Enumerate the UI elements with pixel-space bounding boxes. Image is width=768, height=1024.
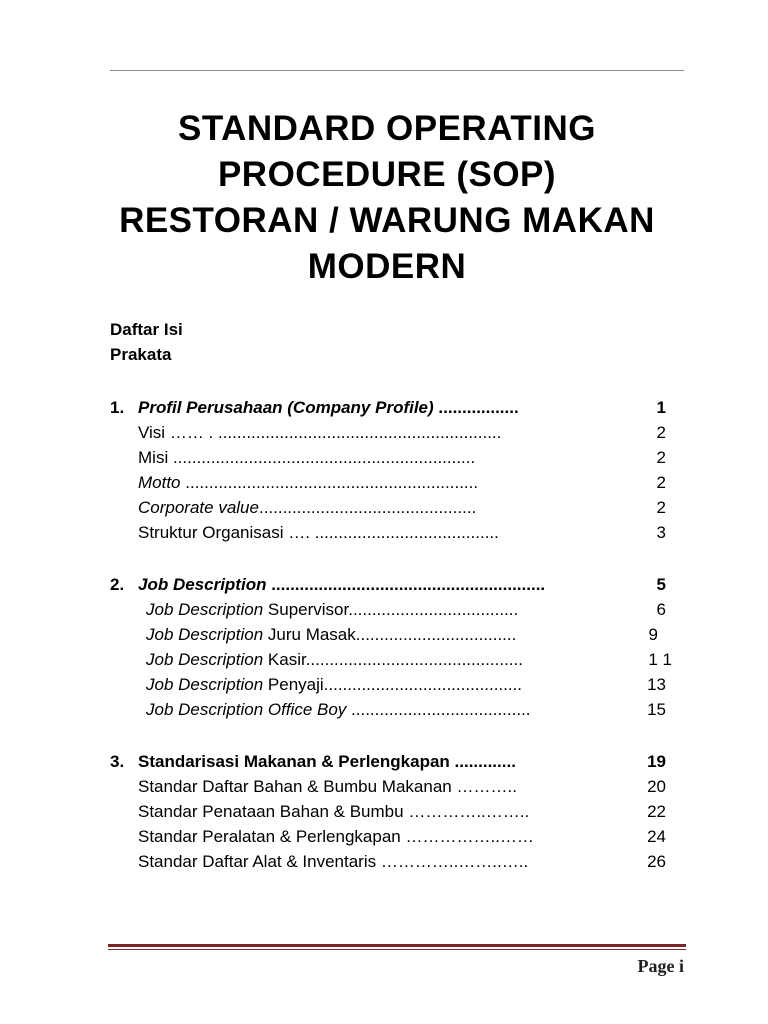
toc-item-corporate-value[interactable] bbox=[110, 496, 666, 520]
item-text: Kasir bbox=[263, 650, 306, 669]
leader-dots: …………..…….. bbox=[403, 802, 530, 821]
item-italic: Job Description bbox=[146, 600, 264, 619]
page-number: 1 bbox=[656, 398, 666, 417]
leader-dots: ……….. bbox=[451, 777, 517, 796]
leader-dots: .................................. bbox=[355, 625, 517, 644]
page-label: Page i bbox=[637, 956, 684, 976]
title-line-1: STANDARD OPERATING bbox=[178, 109, 596, 148]
leader-dots: ……………..…… bbox=[400, 827, 534, 846]
leader-dots: .............................................................. bbox=[180, 473, 479, 492]
page-number: 2 bbox=[656, 423, 666, 442]
leader-dots: .......................................... bbox=[323, 675, 523, 694]
item-italic: Corporate value bbox=[138, 498, 259, 517]
toc-section-1[interactable] bbox=[110, 396, 666, 420]
page-number: 9 bbox=[648, 625, 658, 644]
item-text: Standar Daftar Bahan & Bumbu Makanan bbox=[138, 777, 452, 796]
toc-item-inventaris[interactable] bbox=[110, 850, 666, 874]
item-italic: Motto bbox=[138, 473, 181, 492]
page-number: 1 1 bbox=[648, 650, 672, 669]
toc-item-motto[interactable] bbox=[110, 471, 666, 495]
daftar-isi-label[interactable]: Daftar Isi bbox=[110, 320, 183, 339]
page-number: 6 bbox=[656, 600, 666, 619]
page-number: 2 bbox=[656, 448, 666, 467]
section-title: Profil Perusahaan (Company Profile) bbox=[138, 398, 434, 417]
page-number: 19 bbox=[647, 752, 666, 771]
section-number: 3. bbox=[110, 752, 125, 771]
section-number: 2. bbox=[110, 575, 125, 594]
item-text: Standar Daftar Alat & Inventaris bbox=[138, 852, 377, 871]
page-number: 22 bbox=[647, 802, 666, 821]
toc-item-peralatan[interactable] bbox=[110, 825, 666, 849]
toc-item-jd-juru-masak[interactable] bbox=[110, 623, 666, 647]
leader-dots: .................................... bbox=[348, 600, 519, 619]
item-italic: Job Description bbox=[146, 625, 264, 644]
leader-dots: ............. bbox=[449, 752, 516, 771]
toc-section-3[interactable] bbox=[110, 750, 666, 774]
leader-dots: …… . ............................................................ bbox=[165, 423, 502, 442]
page-number: 20 bbox=[647, 777, 666, 796]
toc-item-jd-supervisor[interactable] bbox=[110, 598, 666, 622]
page-number: 24 bbox=[647, 827, 666, 846]
page-number: 2 bbox=[656, 473, 666, 492]
top-rule bbox=[110, 70, 684, 71]
item-text: Struktur Organisasi bbox=[138, 523, 284, 542]
leader-dots: …. ....................................... bbox=[283, 523, 499, 542]
footer-rule-thin bbox=[108, 949, 686, 950]
toc-item-misi[interactable] bbox=[110, 446, 666, 470]
toc-item-penataan-bahan[interactable] bbox=[110, 800, 666, 824]
footer-rule bbox=[108, 944, 686, 947]
toc-item-daftar-bahan[interactable] bbox=[110, 775, 666, 799]
item-text: Standar Penataan Bahan & Bumbu bbox=[138, 802, 404, 821]
toc-item-jd-penyaji[interactable] bbox=[110, 673, 666, 697]
page-number: 2 bbox=[656, 498, 666, 517]
toc-item-jd-kasir[interactable] bbox=[110, 648, 672, 672]
item-text: Juru Masak bbox=[263, 625, 356, 644]
title-line-3: RESTORAN / WARUNG MAKAN bbox=[119, 201, 655, 240]
item-text: Supervisor bbox=[263, 600, 349, 619]
leader-dots: ................. bbox=[433, 398, 519, 417]
item-text: Penyaji bbox=[263, 675, 324, 694]
leader-dots: .......................................................... bbox=[266, 575, 546, 594]
leader-dots: …………..……..….. bbox=[376, 852, 529, 871]
section-title: Standarisasi Makanan & Perlengkapan bbox=[138, 752, 450, 771]
page-number: 26 bbox=[647, 852, 666, 871]
item-italic: Job Description bbox=[146, 650, 264, 669]
section-title: Job Description bbox=[138, 575, 267, 594]
prakata-label[interactable]: Prakata bbox=[110, 345, 172, 364]
item-text: Visi bbox=[138, 423, 166, 442]
leader-dots: .............................................. bbox=[305, 650, 523, 669]
toc-item-jd-office-boy[interactable] bbox=[110, 698, 666, 722]
page-number: 15 bbox=[647, 700, 666, 719]
toc-section-2[interactable] bbox=[110, 573, 666, 597]
section-number: 1. bbox=[110, 398, 125, 417]
leader-dots: .............................................. bbox=[258, 498, 477, 517]
document-title bbox=[90, 106, 684, 290]
leader-dots: ................................................................ bbox=[168, 448, 476, 467]
toc-item-visi[interactable] bbox=[110, 421, 666, 445]
page-number: 5 bbox=[656, 575, 666, 594]
page-number: 3 bbox=[656, 523, 666, 542]
item-italic: Job Description bbox=[146, 675, 264, 694]
title-line-4: MODERN bbox=[307, 247, 467, 286]
item-italic: Job Description Office Boy bbox=[146, 700, 347, 719]
title-line-2: PROCEDURE (SOP) bbox=[217, 155, 557, 194]
item-text: Misi bbox=[138, 448, 169, 467]
leader-dots: ...................................... bbox=[346, 700, 531, 719]
item-text: Standar Peralatan & Perlengkapan bbox=[138, 827, 401, 846]
toc-item-struktur-organisasi[interactable] bbox=[110, 521, 666, 545]
page-number: 13 bbox=[647, 675, 666, 694]
